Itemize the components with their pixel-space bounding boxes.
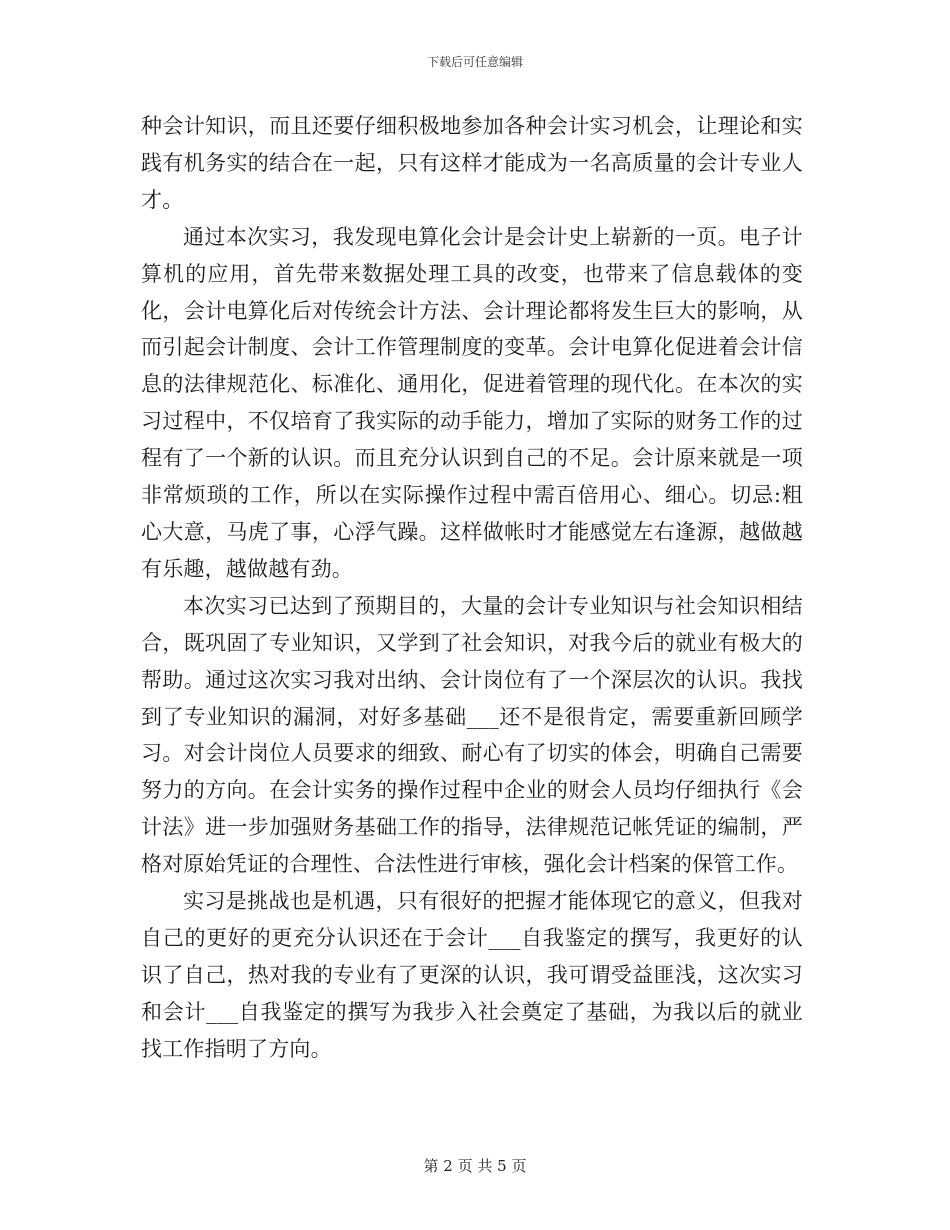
paragraph: 实习是挑战也是机遇，只有很好的把握才能体现它的意义，但我对自己的更好的更充分认识还在于会计___自我鉴定的撰写，我更好的认识了自己，热对我的专业有了更深的认识，我可谓受益匪浅，这次实习和会计___自我鉴定的撰写为我步入社会奠定了基础，为我以后的就业找工作指明了方向。 (141, 889, 803, 1061)
document-body (141, 108, 803, 1068)
paragraph: 通过本次实习，我发现电算化会计是会计史上崭新的一页。电子计算机的应用，首先带来数据处理工具的改变，也带来了信息载体的变化，会计电算化后对传统会计方法、会计理论都将发生巨大的影响，从而引起会计制度、会计工作管理制度的变革。会计电算化促进着会计信息的法律规范化、标准化、通用化，促进着管理的现代化。在本次的实习过程中，不仅培育了我实际的动手能力，增加了实际的财务工作的过程有了一个新的认识。而且充分认识到自己的不足。会计原来就是一项非常烦琐的工作，所以在实际操作过程中需百倍用心、细心。切忌:粗心大意，马虎了事，心浮气躁。这样做帐时才能感觉左右逢源，越做越有乐趣，越做越有劲。 (141, 224, 803, 581)
paragraph: 本次实习已达到了预期目的，大量的会计专业知识与社会知识相结合，既巩固了专业知识，又学到了社会知识，对我今后的就业有极大的帮助。通过这次实习我对出纳、会计岗位有了一个深层次的认识。我找到了专业知识的漏洞，对好多基础___还不是很肯定，需要重新回顾学习。对会计岗位人员要求的细致、耐心有了切实的体会，明确自己需要努力的方向。在会计实务的操作过程中企业的财会人员均仔细执行《会计法》进一步加强财务基础工作的指导，法律规范记帐凭证的编制，严格对原始凭证的合理性、合法性进行审核，强化会计档案的保管工作。 (141, 593, 803, 877)
page-number: 第 2 页 共 5 页 (423, 1157, 527, 1175)
paragraph-continued: 种会计知识，而且还要仔细积极地参加各种会计实习机会，让理论和实践有机务实的结合在一起，只有这样才能成为一名高质量的会计专业人才。 (141, 114, 803, 212)
page-header: 下载后可任意编辑 (426, 55, 523, 69)
